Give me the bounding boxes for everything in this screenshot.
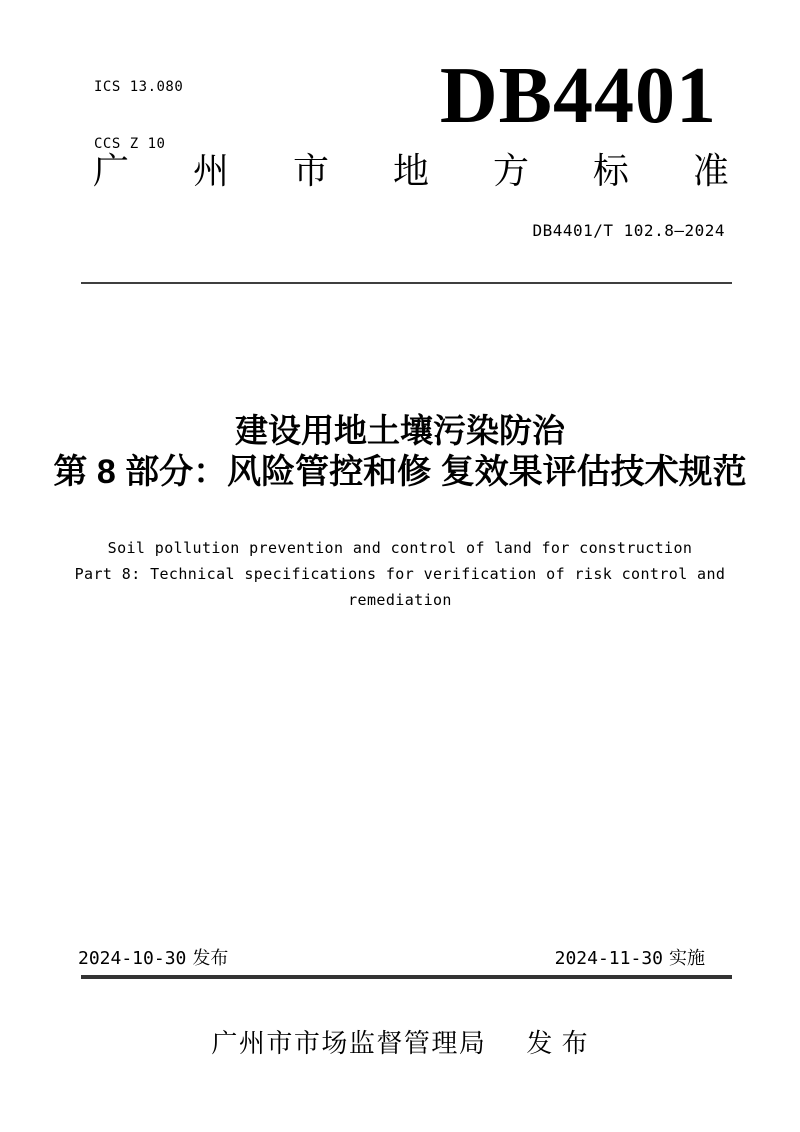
publisher-row <box>0 1027 800 1059</box>
publish-action-label: 发 布 <box>526 1028 589 1058</box>
standard-code: DB4401/T 102.8—2024 <box>532 221 725 240</box>
standard-type-char: 市 <box>292 150 329 191</box>
title-en-line2: Part 8: Technical specifications for verification of risk control and <box>74 565 726 583</box>
document-title-en <box>0 535 800 613</box>
standard-type-char: 标 <box>592 150 629 191</box>
issue-date-value: 2024-10-30 <box>78 948 187 969</box>
title-cn-line2: 第 8 部分：风险管控和修 复效果评估技术规范 <box>53 453 747 491</box>
ics-code: ICS 13.080 <box>94 79 184 95</box>
publisher-name: 广州市市场监督管理局 <box>211 1028 487 1058</box>
issue-date <box>78 946 228 971</box>
document-title-cn <box>0 410 800 493</box>
implementation-date-label: 实施 <box>669 948 705 968</box>
standard-type-title <box>93 150 729 192</box>
header-divider-rule <box>81 282 732 284</box>
title-cn-line1: 建设用地土壤污染防治 <box>235 412 565 449</box>
dates-row <box>78 946 705 971</box>
db-standard-logo: DB4401 <box>439 52 717 140</box>
standard-type-char: 州 <box>192 150 229 191</box>
title-en-line1: Soil pollution prevention and control of land for construction <box>107 539 693 557</box>
standard-type-char: 地 <box>392 150 429 191</box>
implementation-date-value: 2024-11-30 <box>554 948 663 969</box>
issue-date-label: 发布 <box>192 948 229 968</box>
standard-type-char: 方 <box>492 150 529 191</box>
ccs-code: CCS Z 10 <box>94 136 166 152</box>
standard-type-char: 广 <box>93 150 130 191</box>
implementation-date <box>555 946 705 971</box>
standard-type-char: 准 <box>692 150 729 191</box>
footer-divider-rule <box>81 975 732 979</box>
title-en-line3: remediation <box>348 591 452 609</box>
